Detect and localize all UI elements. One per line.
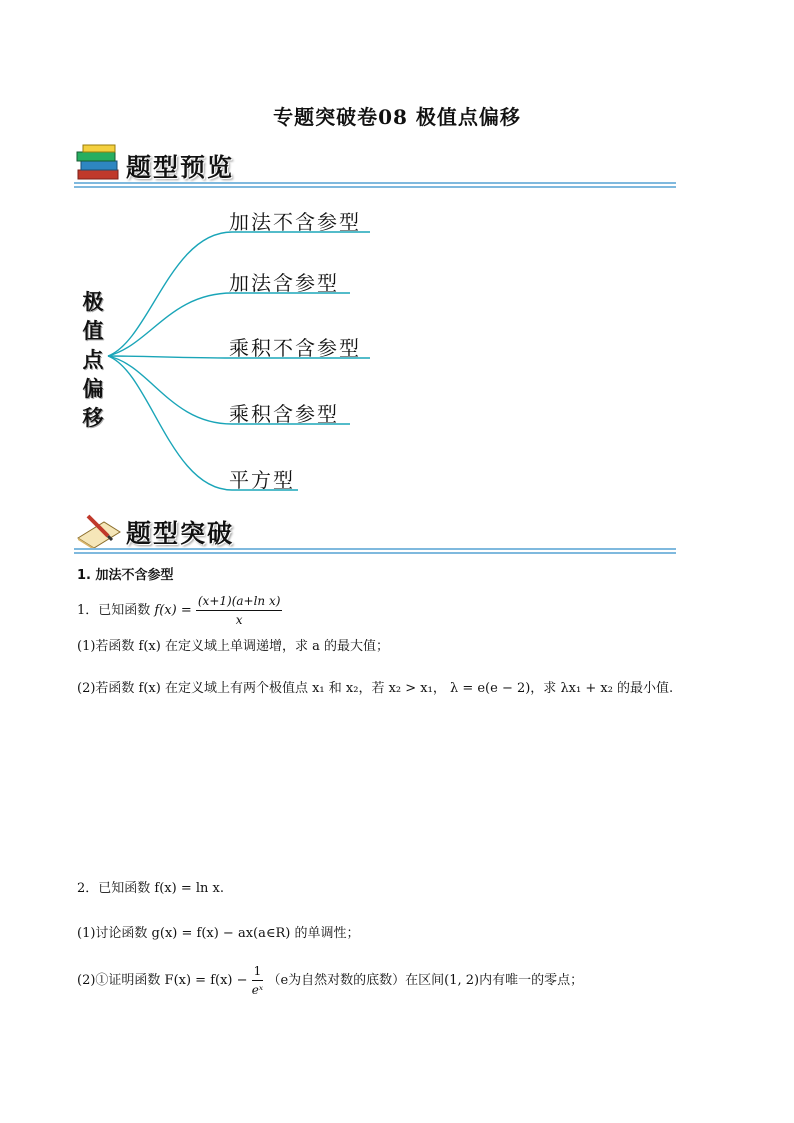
banner-preview-label: 题型预览 <box>126 153 235 182</box>
mindmap-branch: 乘积不含参型 <box>229 336 361 360</box>
page-title: 专题突破卷08 极值点偏移 <box>273 105 521 129</box>
banner-rule <box>74 548 676 550</box>
pencil-book-icon <box>74 508 124 550</box>
mindmap-branch: 加法含参型 <box>229 271 339 295</box>
question-1-part-1: (1)若函数 f(x) 在定义域上单调递增，求 a 的最大值； <box>77 639 389 654</box>
q2-p2-pre: (2)①证明函数 F(x) = f(x) − <box>77 973 248 988</box>
mindmap-root-char: 移 <box>82 406 104 430</box>
banner-breakthrough <box>74 508 676 554</box>
question-2-intro: 2．已知函数 f(x) = ln x. <box>77 881 224 896</box>
banner-rule <box>74 552 676 554</box>
q2-p2-post: （e为自然对数的底数）在区间(1, 2)内有唯一的零点； <box>267 973 584 988</box>
section-heading: 1. 加法不含参型 <box>77 568 174 583</box>
mindmap-root-char: 点 <box>82 348 104 372</box>
mindmap-branch: 加法不含参型 <box>229 210 361 234</box>
mindmap-branch: 平方型 <box>229 468 295 492</box>
q2-fraction <box>252 962 264 999</box>
mindmap-root-char: 值 <box>82 319 104 343</box>
question-1-part-2: (2)若函数 f(x) 在定义域上有两个极值点 x₁ 和 x₂，若 x₂ > x₁， λ = e(e − 2)，求 λx₁ + x₂ 的最小值. <box>77 681 674 696</box>
q1-func: f(x) = <box>154 603 192 618</box>
q2-numerator: 1 <box>252 962 264 981</box>
mindmap-branch: 乘积含参型 <box>229 402 339 426</box>
question-2-part-2 <box>77 962 583 999</box>
mindmap-root-char: 极 <box>82 290 104 314</box>
question-1-intro <box>77 592 282 629</box>
mindmap-root-char: 偏 <box>82 377 104 401</box>
mindmap-connectors <box>0 0 794 520</box>
banner-breakthrough-label: 题型突破 <box>126 519 235 548</box>
q2-denominator: eˣ <box>251 983 264 997</box>
q1-numerator: (x+1)(a+ln x) <box>196 592 283 611</box>
q1-fraction <box>196 592 283 629</box>
q1-denominator: x <box>235 613 243 627</box>
question-2-part-1: (1)讨论函数 g(x) = f(x) − ax(a∈R) 的单调性； <box>77 926 360 941</box>
q1-intro-text: 1．已知函数 <box>77 603 151 618</box>
